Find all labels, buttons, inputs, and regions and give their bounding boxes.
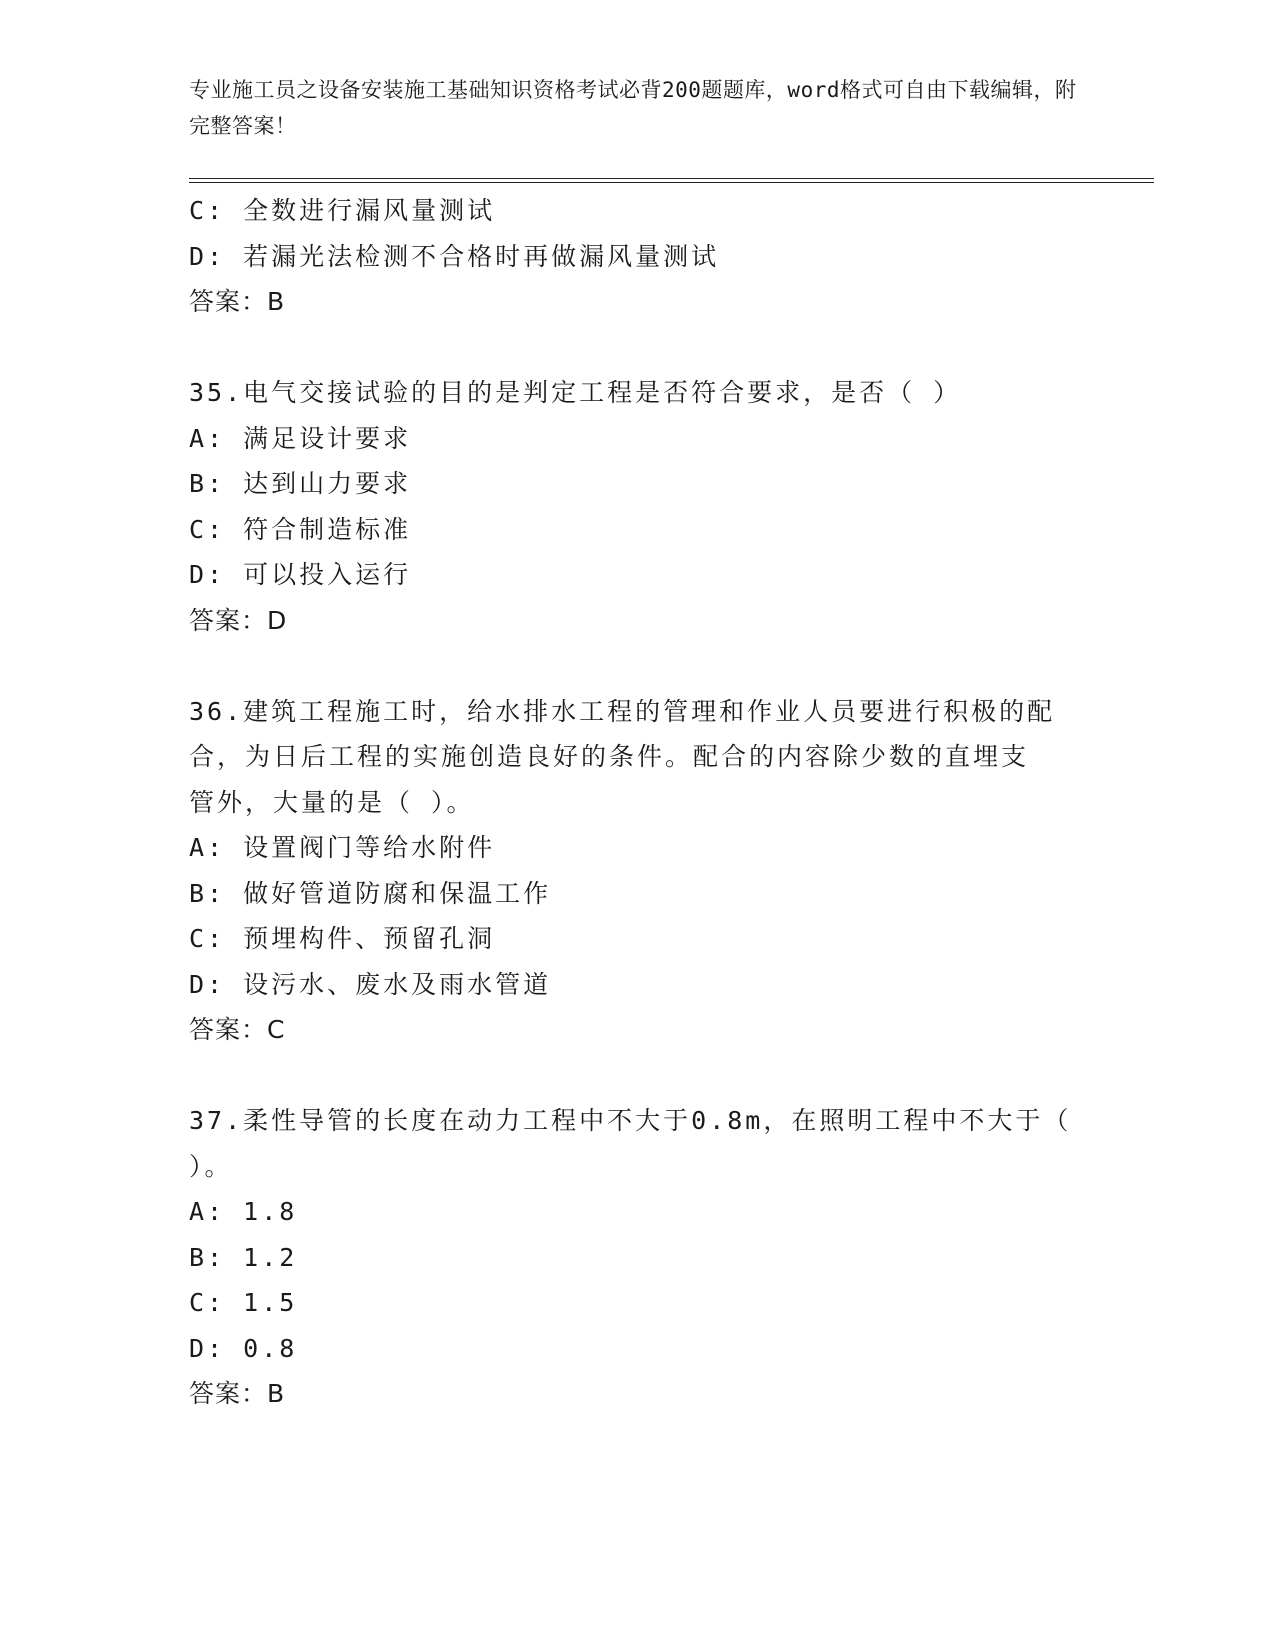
answer-line: 答案：C [189, 1015, 286, 1044]
question-stem-line-1: 36.建筑工程施工时，给水排水工程的管理和作业人员要进行积极的配 [189, 696, 1056, 726]
question-36 [189, 689, 1089, 1053]
answer-line: 答案：D [189, 605, 288, 635]
question-stem-line-2: ）。 [189, 1151, 233, 1181]
option-b: B: 做好管道防腐和保温工作 [189, 878, 552, 908]
option-d: D: 若漏光法检测不合格时再做漏风量测试 [189, 241, 720, 271]
spacer [189, 643, 1089, 689]
option-c: C: 预埋构件、预留孔洞 [189, 924, 496, 953]
option-d: D: 可以投入运行 [189, 560, 412, 589]
page-header: 专业施工员之设备安装施工基础知识资格考试必背200题题库，word格式可自由下载编辑，附完整答案！ [189, 78, 1077, 138]
document-body [189, 188, 1089, 1417]
option-c: C: 1.5 [189, 1288, 298, 1317]
option-d: D: 0.8 [189, 1333, 298, 1363]
spacer [189, 325, 1089, 371]
option-a: A: 设置阀门等给水附件 [189, 833, 496, 862]
answer-line: 答案：B [189, 1379, 286, 1408]
continued-question [189, 188, 1089, 325]
option-d: D: 设污水、废水及雨水管道 [189, 969, 552, 999]
question-stem: 35.电气交接试验的目的是判定工程是否符合要求，是否（ ） [189, 378, 962, 407]
question-stem-line-3: 管外，大量的是（ ）。 [189, 787, 475, 817]
question-stem-line-2: 合，为日后工程的实施创造良好的条件。配合的内容除少数的直埋支 [189, 742, 1030, 771]
option-a: A: 1.8 [189, 1197, 298, 1226]
header-double-rule [189, 178, 1154, 183]
question-stem-line-1: 37.柔性导管的长度在动力工程中不大于0.8m，在照明工程中不大于（ [189, 1106, 1072, 1135]
question-35 [189, 370, 1089, 643]
question-37 [189, 1098, 1089, 1417]
option-b: B: 达到山力要求 [189, 469, 412, 498]
option-b: B: 1.2 [189, 1242, 298, 1272]
option-a: A: 满足设计要求 [189, 423, 412, 453]
option-c: C: 符合制造标准 [189, 514, 412, 544]
spacer [189, 1053, 1089, 1099]
answer-line: 答案：B [189, 287, 286, 316]
option-c: C: 全数进行漏风量测试 [189, 196, 496, 225]
